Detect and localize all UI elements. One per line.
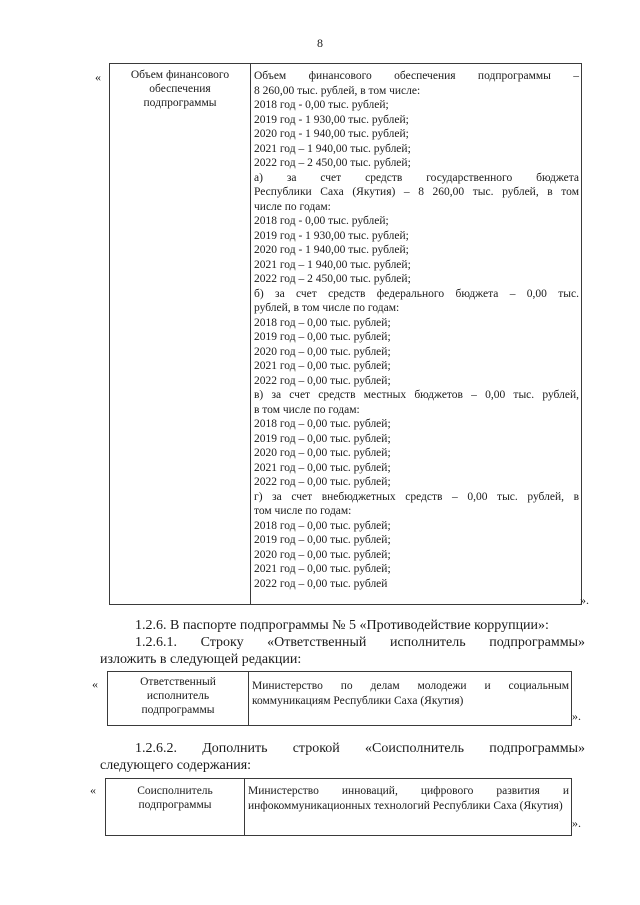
section-1-2-6-1-line1: 1.2.6.1. Строку «Ответственный исполнитель подпрограммы»	[135, 635, 585, 650]
funding-line: а) за счет средств государственного бюджета	[254, 171, 579, 184]
funding-label-cell	[110, 64, 251, 605]
funding-line: 2019 год - 1 930,00 тыс. рублей;	[254, 229, 409, 242]
funding-line: 2022 год – 2 450,00 тыс. рублей;	[254, 157, 411, 169]
co-executor-label-line: Соисполнитель	[137, 785, 213, 797]
funding-line: 2019 год – 0,00 тыс. рублей;	[254, 534, 391, 546]
table1-open-quote: «	[95, 70, 101, 84]
page-number: 8	[317, 36, 323, 50]
section-1-2-6-1-line2: изложить в следующей редакции:	[100, 652, 302, 667]
funding-line: Республики Саха (Якутия) – 8 260,00 тыс. рублей, в том	[254, 186, 579, 198]
table2-open-quote: «	[92, 677, 98, 691]
funding-line: 2019 год – 0,00 тыс. рублей;	[254, 331, 391, 343]
funding-table	[109, 63, 582, 605]
funding-line: в) за счет средств местных бюджетов – 0,00 тыс. рублей,	[254, 389, 579, 401]
funding-line: 2022 год – 2 450,00 тыс. рублей;	[254, 273, 411, 285]
funding-line: 2020 год - 1 940,00 тыс. рублей;	[254, 128, 409, 140]
funding-label-line: подпрограммы	[143, 97, 217, 109]
funding-line: 2021 год – 0,00 тыс. рублей;	[254, 461, 391, 474]
table3-open-quote: «	[90, 783, 96, 797]
funding-line: 2019 год - 1 930,00 тыс. рублей;	[254, 113, 409, 126]
responsible-label-line: подпрограммы	[141, 704, 215, 716]
section-1-2-6-2-line2: следующего содержания:	[100, 758, 252, 773]
funding-line: 2021 год – 0,00 тыс. рублей;	[254, 563, 391, 575]
responsible-label-line: Ответственный	[140, 676, 216, 688]
section-1-2-6-heading: 1.2.6. В паспорте подпрограммы № 5 «Противодействие коррупции»:	[135, 618, 549, 633]
co-executor-label-line: подпрограммы	[138, 799, 212, 811]
funding-lines	[254, 69, 579, 591]
funding-label-line: обеспечения	[149, 83, 211, 95]
funding-line: том числе по годам:	[254, 505, 352, 517]
funding-line: 2022 год – 0,00 тыс. рублей	[254, 577, 388, 590]
funding-line: 2018 год – 0,00 тыс. рублей;	[254, 418, 391, 430]
funding-line: 8 260,00 тыс. рублей, в том числе:	[254, 84, 421, 97]
responsible-value-cell	[249, 672, 572, 726]
funding-line: 2021 год – 1 940,00 тыс. рублей;	[254, 142, 411, 155]
funding-line: 2022 год – 0,00 тыс. рублей;	[254, 476, 391, 488]
funding-line: 2020 год – 0,00 тыс. рублей;	[254, 345, 391, 358]
table3-close-quote: ».	[572, 816, 581, 830]
funding-line: 2018 год – 0,00 тыс. рублей;	[254, 316, 391, 329]
table2-close-quote: ».	[572, 709, 581, 723]
funding-line: 2019 год – 0,00 тыс. рублей;	[254, 432, 391, 445]
funding-line: 2020 год – 0,00 тыс. рублей;	[254, 447, 391, 459]
funding-value-cell	[251, 64, 582, 605]
co-executor-table	[105, 778, 572, 836]
funding-line: Объем финансового обеспечения подпрограммы –	[254, 70, 579, 82]
table1-close-quote: ».	[580, 593, 589, 607]
responsible-executor-table	[107, 671, 572, 726]
co-executor-value-cell	[245, 779, 572, 836]
funding-line: 2020 год - 1 940,00 тыс. рублей;	[254, 244, 409, 256]
section-1-2-6-2-line1: 1.2.6.2. Дополнить строкой «Соисполнитель подпрограммы»	[135, 741, 585, 756]
funding-line: в том числе по годам:	[254, 403, 360, 416]
funding-line: 2022 год – 0,00 тыс. рублей;	[254, 374, 391, 387]
funding-line: г) за счет внебюджетных средств – 0,00 тыс. рублей, в	[254, 490, 579, 503]
funding-line: 2021 год – 1 940,00 тыс. рублей;	[254, 258, 411, 271]
funding-line: рублей, в том числе по годам:	[254, 302, 400, 314]
funding-line: б) за счет средств федерального бюджета – 0,00 тыс.	[254, 287, 579, 300]
funding-line: 2018 год - 0,00 тыс. рублей;	[254, 215, 389, 227]
responsible-label-line: исполнитель	[146, 690, 210, 702]
co-executor-value: Министерство инноваций, цифрового развития и инфокоммуникационных технологий Республики Саха (Якутия)	[248, 785, 569, 812]
funding-line: 2020 год – 0,00 тыс. рублей;	[254, 548, 391, 561]
funding-label-line: Объем финансового	[130, 69, 230, 81]
co-executor-label-cell	[106, 779, 245, 836]
funding-line: 2018 год – 0,00 тыс. рублей;	[254, 519, 391, 532]
responsible-value: Министерство по делам молодежи и социальным коммуникациям Республики Саха (Якутия)	[252, 680, 569, 707]
funding-line: числе по годам:	[254, 200, 331, 213]
responsible-label-cell	[108, 672, 249, 726]
funding-line: 2021 год – 0,00 тыс. рублей;	[254, 360, 391, 372]
funding-line: 2018 год - 0,00 тыс. рублей;	[254, 99, 389, 111]
